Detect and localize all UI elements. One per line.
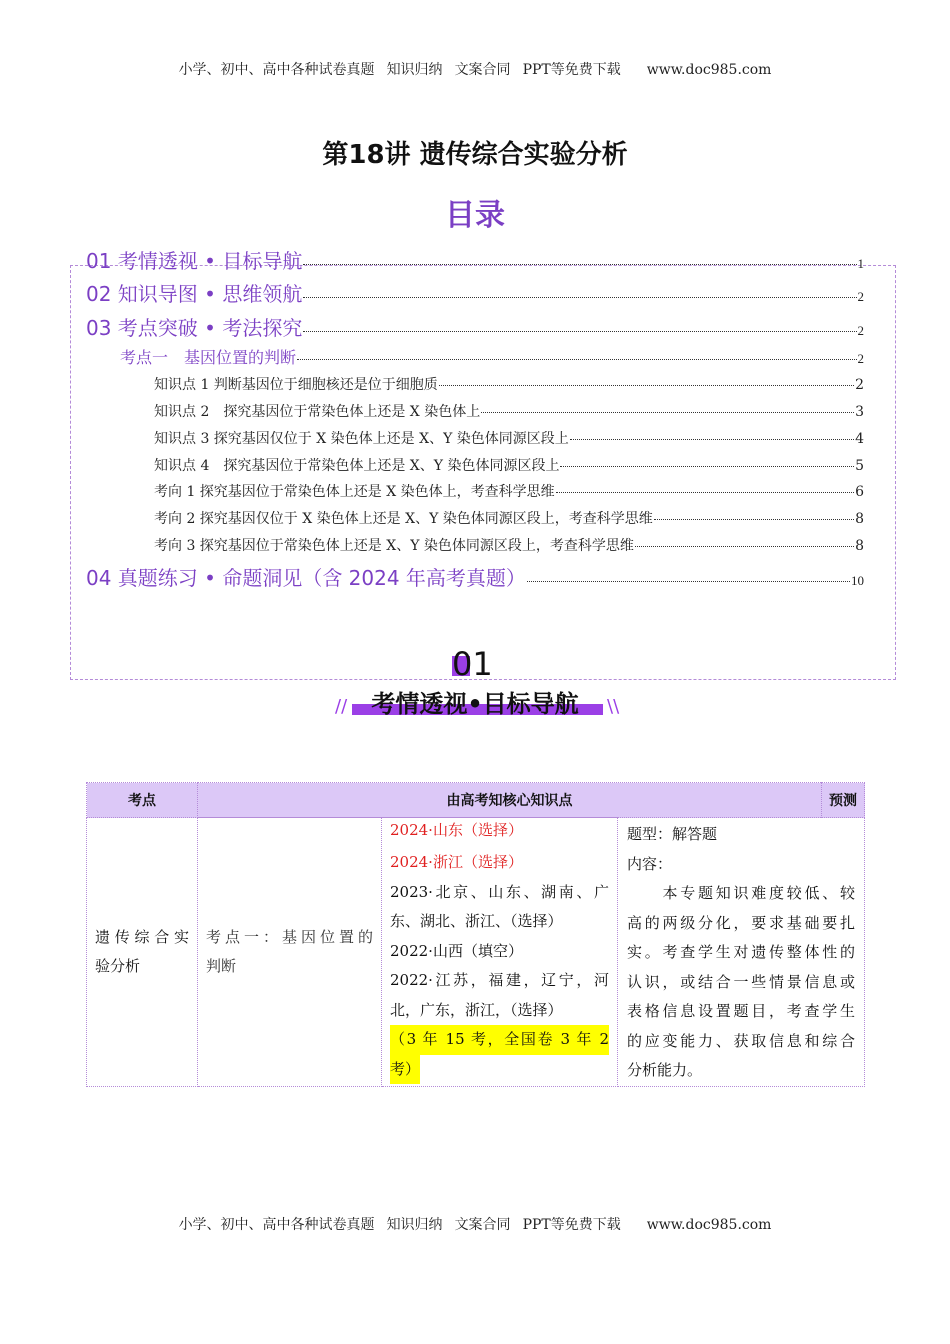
toc-label: 知识点 3 探究基因仅位于 X 染色体上还是 X、Y 染色体同源区段上 (154, 431, 569, 447)
toc-item[interactable] (154, 535, 864, 555)
toc-page: 5 (855, 458, 864, 474)
dot-leader (654, 519, 854, 520)
cell-line: 题型：解答题 (627, 825, 718, 843)
header-text: PPT等免费下载 (522, 62, 621, 78)
page-header (0, 59, 950, 79)
toc-item[interactable] (154, 428, 864, 448)
toc-item[interactable] (86, 278, 864, 307)
header-text: 小学、初中、高中各种试卷真题 (178, 62, 375, 78)
toc-page: 1 (857, 256, 864, 271)
page-footer (0, 1214, 950, 1234)
footer-link[interactable]: www.doc985.com (646, 1217, 772, 1233)
toc-item[interactable] (86, 245, 864, 274)
page-title: 第18讲 遗传综合实验分析 (322, 140, 628, 170)
cell-line: 2023·北京、山东、湖南、广 (390, 882, 609, 901)
toc-item[interactable] (154, 374, 864, 394)
toc-label: 考向 1 探究基因位于常染色体上还是 X 染色体上，考查科学思维 (154, 484, 555, 500)
toc-label: 考向 2 探究基因仅位于 X 染色体上还是 X、Y 染色体同源区段上，考查科学思维 (154, 511, 653, 527)
column-header: 考点 (87, 783, 198, 818)
toc-label: 知识点 1 判断基因位于细胞核还是位于细胞质 (154, 377, 438, 393)
highlighted-line: （3 年 15 考，全国卷 3 年 2 (390, 1025, 609, 1055)
toc-page: 8 (855, 511, 864, 527)
toc-item[interactable] (154, 455, 864, 475)
dot-leader (439, 385, 854, 386)
cell-line: 2024·山东（选择） (390, 821, 523, 839)
toc-title: 目录 (445, 198, 505, 233)
toc-label: 知识点 2 探究基因位于常染色体上还是 X 染色体上 (154, 404, 481, 420)
dot-leader (303, 297, 856, 298)
toc-item[interactable] (154, 481, 864, 501)
cell-line: 遗传综合实 (95, 927, 189, 946)
exam-analysis-table (86, 782, 865, 818)
cell-prediction (618, 818, 865, 1087)
cell-line: 的应变能力、获取信息和综合 (627, 1031, 855, 1050)
section-title: 考情透视•目标导航 (371, 690, 579, 718)
table-row (87, 818, 865, 1087)
exam-analysis-table-body (86, 817, 865, 1087)
cell-knowledge (198, 818, 382, 1087)
toc-page: 2 (857, 289, 864, 304)
toc-page: 10 (851, 573, 864, 588)
toc-label: 03 考点突破 • 考法探究 (86, 316, 303, 340)
toc-page: 3 (855, 404, 864, 420)
toc-page: 2 (855, 377, 864, 393)
cell-line: 高的两级分化，要求基础要扎 (627, 913, 855, 932)
cell-line: 2024·浙江（选择） (390, 853, 523, 871)
cell-line: 东、湖北、浙江、（选择） (390, 912, 563, 930)
dot-leader (481, 412, 854, 413)
dot-leader (297, 359, 856, 360)
column-header: 预测 (821, 783, 864, 818)
toc-label: 04 真题练习 • 命题洞见（含 2024 年高考真题） (86, 566, 526, 590)
toc-item[interactable] (86, 312, 864, 341)
dot-leader (560, 466, 854, 467)
cell-line: 实。考查学生对遗传整体性的 (627, 943, 855, 961)
cell-exam-sources (382, 818, 618, 1087)
table-header-row (87, 783, 865, 818)
dot-leader (527, 581, 850, 582)
cell-line: 北，广东，浙江，（选择） (390, 1000, 563, 1019)
toc-label: 考点一 基因位置的判断 (120, 348, 297, 367)
toc-item[interactable] (154, 401, 864, 421)
toc-page: 6 (855, 484, 864, 500)
cell-line: 分析能力。 (627, 1061, 703, 1079)
cell-line: 表格信息设置题目，考查学生 (627, 1002, 855, 1020)
header-text: 文案合同 (454, 62, 511, 78)
footer-text: 文案合同 (454, 1217, 511, 1233)
footer-text: PPT等免费下载 (522, 1217, 621, 1233)
backslash-decoration: \\ (607, 696, 620, 717)
highlighted-line: 考） (390, 1055, 420, 1085)
cell-line: 认识，或结合一些情景信息或 (627, 972, 855, 991)
section-number: 01 (452, 645, 493, 683)
toc-page: 2 (857, 351, 864, 366)
cell-topic (87, 818, 198, 1087)
toc-label: 考向 3 探究基因位于常染色体上还是 X、Y 染色体同源区段上，考查科学思维 (154, 538, 634, 554)
cell-line: 2022·山西（填空） (390, 941, 523, 960)
cell-line: 内容： (627, 854, 673, 873)
dot-leader (556, 492, 854, 493)
toc-page: 4 (855, 431, 864, 447)
column-header: 由高考知核心知识点 (198, 783, 822, 818)
footer-text: 小学、初中、高中各种试卷真题 (178, 1217, 375, 1233)
slash-decoration: // (335, 696, 348, 717)
header-link[interactable]: www.doc985.com (646, 62, 772, 78)
dot-leader (570, 439, 854, 440)
toc-page: 2 (857, 323, 864, 338)
toc-label: 知识点 4 探究基因位于常染色体上还是 X、Y 染色体同源区段上 (154, 458, 560, 474)
dot-leader (635, 546, 854, 547)
toc-label: 02 知识导图 • 思维领航 (86, 282, 303, 306)
toc-item[interactable] (120, 345, 864, 368)
toc-item[interactable] (86, 562, 864, 591)
cell-line: 判断 (206, 957, 237, 975)
cell-line: 本专题知识难度较低、较 (627, 884, 855, 902)
header-text: 知识归纳 (386, 62, 443, 78)
toc-label: 01 考情透视 • 目标导航 (86, 249, 303, 273)
toc-page: 8 (855, 538, 864, 554)
cell-line: 2022·江苏，福建，辽宁，河 (390, 971, 609, 989)
cell-line: 考点一：基因位置的 (206, 927, 373, 946)
footer-text: 知识归纳 (386, 1217, 443, 1233)
cell-line: 验分析 (95, 957, 141, 975)
toc-item[interactable] (154, 508, 864, 528)
dot-leader (303, 264, 856, 265)
dot-leader (303, 331, 856, 332)
